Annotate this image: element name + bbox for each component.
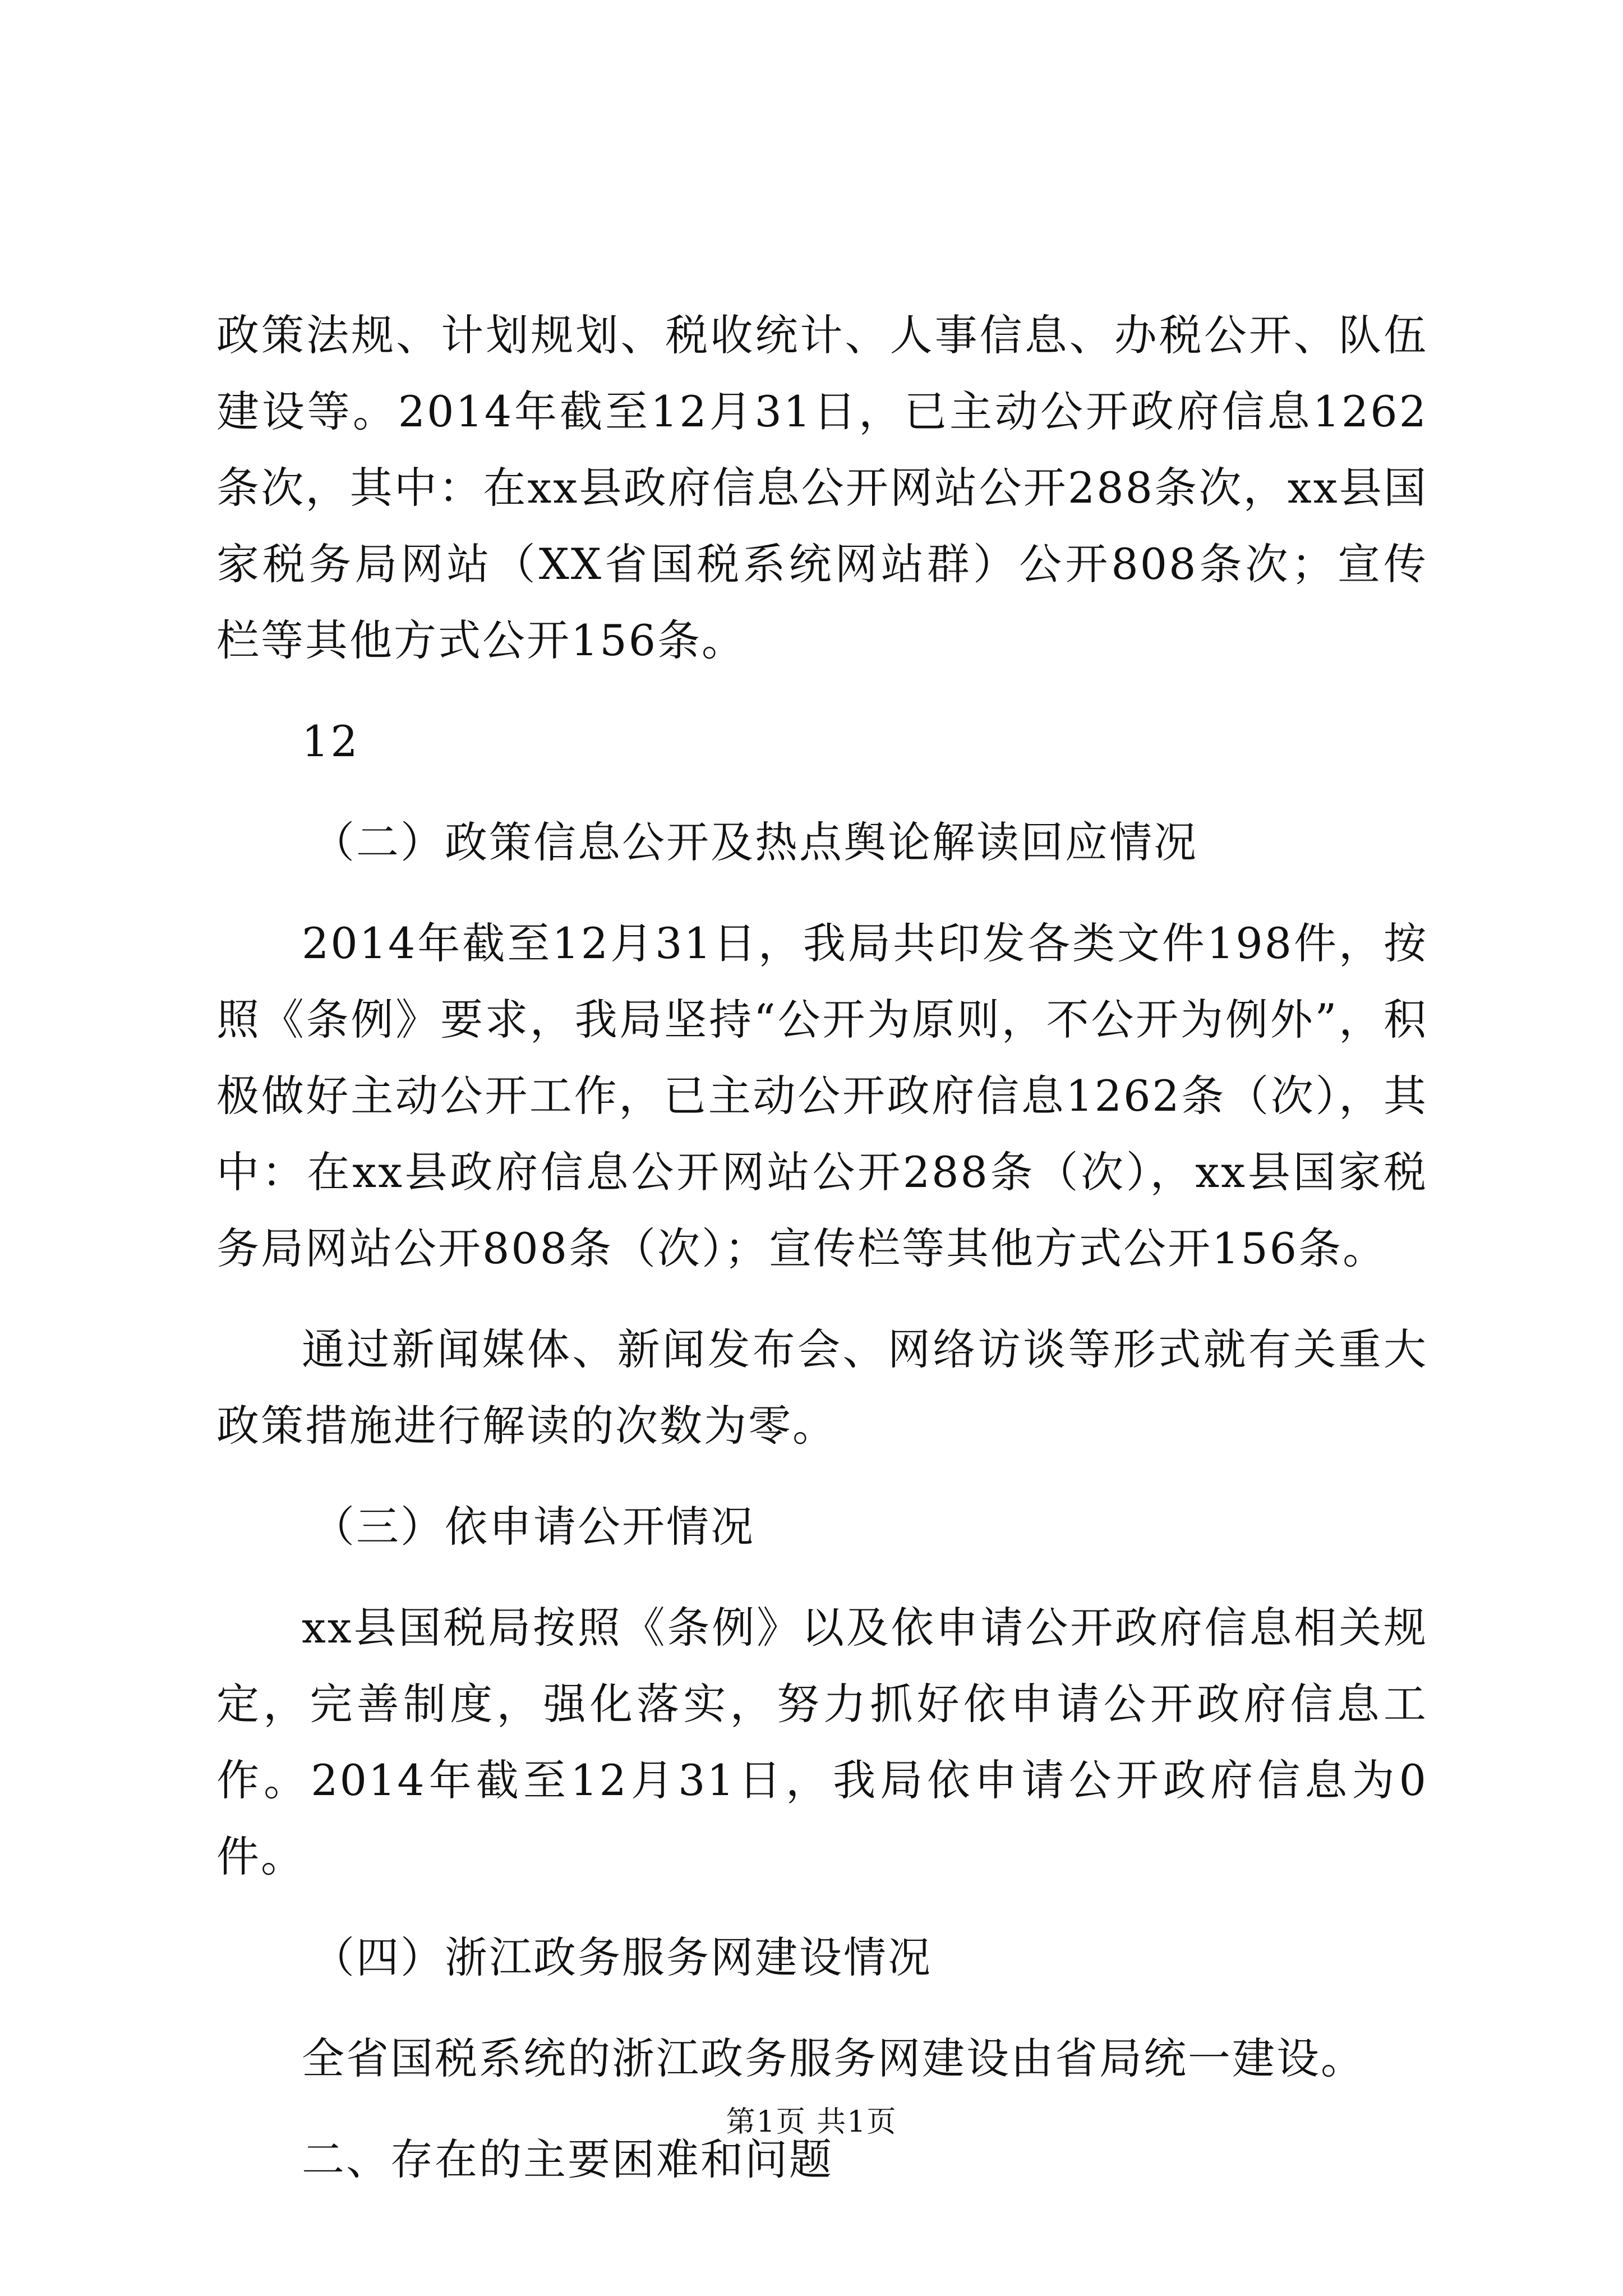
page-number-marker: 12 <box>302 716 359 766</box>
document-body <box>216 297 1428 2198</box>
paragraph-policy-disclosure: 2014年截至12月31日，我局共印发各类文件198件，按照《条例》要求，我局坚持“公开为原则，不公开为例外”，积极做好主动公开工作，已主动公开政府信息1262条（次），其中：在xx县政府信息公开网站公开288条（次），xx县国家税务局网站公开808条（次）；宣传栏等其他方式公开156条。 <box>216 918 1428 1273</box>
paragraph-zhejiang-service-network: 全省国税系统的浙江政务服务网建设由省局统一建设。 <box>302 2033 1365 2083</box>
section-heading-main-problems: 二、存在的主要困难和问题 <box>302 2134 833 2184</box>
paragraph-disclosure-summary: 政策法规、计划规划、税收统计、人事信息、办税公开、队伍建设等。2014年截至12月31日，已主动公开政府信息1262条次，其中：在xx县政府信息公开网站公开288条次，xx县国家税务局网站（XX省国税系统网站群）公开808条次；宣传栏等其他方式公开156条。 <box>216 310 1428 665</box>
paragraph-application-disclosure: xx县国税局按照《条例》以及依申请公开政府信息相关规定，完善制度，强化落实，努力抓好依申请公开政府信息工作。2014年截至12月31日，我局依申请公开政府信息为0件。 <box>216 1603 1428 1881</box>
section-heading-policy-disclosure: （二）政策信息公开及热点舆论解读回应情况 <box>312 817 1198 867</box>
page-footer: 第1页 共1页 <box>726 2105 897 2139</box>
section-heading-application-disclosure: （三）依申请公开情况 <box>312 1502 755 1552</box>
paragraph-media-interpretation: 通过新闻媒体、新闻发布会、网络访谈等形式就有关重大政策措施进行解读的次数为零。 <box>216 1324 1428 1451</box>
section-heading-zhejiang-service-network: （四）浙江政务服务网建设情况 <box>312 1932 932 1982</box>
